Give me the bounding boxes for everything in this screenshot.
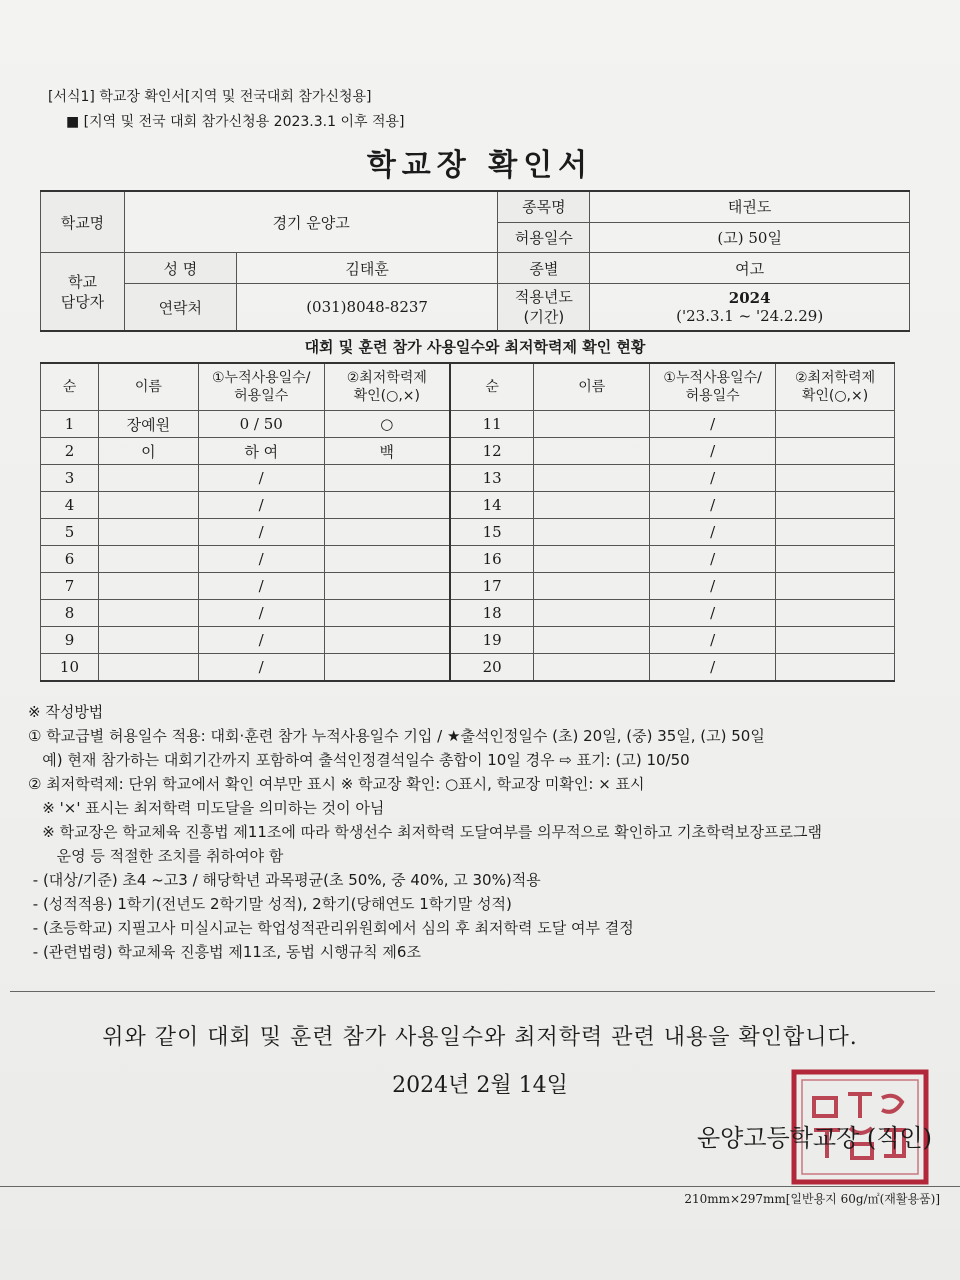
scope-label: ■ [지역 및 전국 대회 참가신청용 2023.3.1 이후 적용] xyxy=(66,114,405,130)
cell-no: 14 xyxy=(450,492,534,519)
table-title: 대회 및 훈련 참가 사용일수와 최저학력제 확인 현황 xyxy=(304,338,646,356)
info-table xyxy=(40,190,910,332)
cell-days: / xyxy=(198,519,324,546)
header-no: 순 xyxy=(41,363,99,411)
table-row xyxy=(41,600,895,627)
category-label: 종별 xyxy=(498,253,590,284)
cell-days: / xyxy=(198,573,324,600)
cell-check xyxy=(776,465,895,492)
cell-name xyxy=(98,573,198,600)
cell-days: / xyxy=(198,546,324,573)
cell-days: / xyxy=(198,600,324,627)
divider xyxy=(10,991,935,992)
table-row xyxy=(41,573,895,600)
confirm-statement: 위와 같이 대회 및 훈련 참가 사용일수와 최저학력 관련 내용을 확인합니다. xyxy=(102,1025,858,1050)
year-cell xyxy=(590,284,910,332)
principal-signature: 운양고등학교장 (직인) xyxy=(696,1124,932,1152)
paper-spec: 210mm×297mm[일반용지 60g/㎡(재활용품)] xyxy=(684,1192,940,1206)
table-row xyxy=(41,492,895,519)
category-value: 여고 xyxy=(590,253,910,284)
cell-no: 6 xyxy=(41,546,99,573)
footer-divider xyxy=(0,1186,960,1187)
cell-name xyxy=(98,600,198,627)
cell-check xyxy=(324,573,450,600)
cell-no: 7 xyxy=(41,573,99,600)
header-name: 이름 xyxy=(98,363,198,411)
cell-check xyxy=(776,438,895,465)
contact-label: 연락처 xyxy=(124,284,236,332)
note-line: 예) 현재 참가하는 대회기간까지 포함하여 출석인정결석일수 총합이 10일 경우 ⇨ 표기: (고) 10/50 xyxy=(28,751,690,769)
cell-name xyxy=(98,627,198,654)
cell-no: 15 xyxy=(450,519,534,546)
cell-check xyxy=(776,492,895,519)
cell-no: 13 xyxy=(450,465,534,492)
table-row xyxy=(41,411,895,438)
instructions xyxy=(28,700,938,964)
document-title: 학교장 확인서 xyxy=(366,148,594,183)
cell-name xyxy=(534,627,650,654)
header-name: 이름 xyxy=(534,363,650,411)
year-period: ('23.3.1 ~ '24.2.29) xyxy=(676,307,824,325)
cell-no: 5 xyxy=(41,519,99,546)
cell-days: / xyxy=(198,654,324,682)
issue-date: 2024년 2월 14일 xyxy=(392,1073,568,1098)
note-line: - (관련법령) 학교체육 진흥법 제11조, 동법 시행규칙 제6조 xyxy=(28,943,421,961)
cell-days: / xyxy=(650,465,776,492)
note-line: - (초등학교) 지필고사 미실시교는 학업성적관리위원회에서 심의 후 최저학력 도달 여부 결정 xyxy=(28,919,634,937)
cell-name xyxy=(534,492,650,519)
sport-value: 태권도 xyxy=(590,191,910,222)
manager-label: 학교 담당자 xyxy=(41,253,125,332)
school-name-label: 학교명 xyxy=(41,191,125,253)
table-row xyxy=(41,546,895,573)
cell-name xyxy=(98,654,198,682)
cell-no: 16 xyxy=(450,546,534,573)
table-row xyxy=(41,465,895,492)
header-days: ①누적사용일수/ 허용일수 xyxy=(198,363,324,411)
note-line: - (대상/기준) 초4 ~고3 / 해당학년 과목평균(초 50%, 중 40%, 고 30%)적용 xyxy=(28,871,541,889)
note-line: ① 학교급별 허용일수 적용: 대회·훈련 참가 누적사용일수 기입 / ★출석인정일수 (초) 20일, (중) 35일, (고) 50일 xyxy=(28,727,765,745)
note-line: 운영 등 적절한 조치를 취하여야 함 xyxy=(28,847,284,865)
cell-no: 4 xyxy=(41,492,99,519)
cell-check xyxy=(324,600,450,627)
cell-name xyxy=(98,546,198,573)
cell-check xyxy=(324,627,450,654)
note-line: ※ 학교장은 학교체육 진흥법 제11조에 따라 학생선수 최저학력 도달여부를 의무적으로 확인하고 기초학력보장프로그램 xyxy=(28,823,822,841)
cell-name xyxy=(534,600,650,627)
cell-no: 9 xyxy=(41,627,99,654)
cell-no: 20 xyxy=(450,654,534,682)
cell-name xyxy=(534,438,650,465)
header-academic: ②최저학력제 확인(○,×) xyxy=(776,363,895,411)
cell-check xyxy=(776,600,895,627)
cell-name xyxy=(534,546,650,573)
cell-check xyxy=(776,519,895,546)
contact-value: (031)8048-8237 xyxy=(236,284,498,332)
cell-name: 장예원 xyxy=(98,411,198,438)
cell-no: 1 xyxy=(41,411,99,438)
cell-days: 0 / 50 xyxy=(198,411,324,438)
notes-heading: ※ 작성방법 xyxy=(28,703,104,721)
year-value: 2024 xyxy=(728,289,771,307)
cell-days: / xyxy=(198,627,324,654)
cell-name xyxy=(98,492,198,519)
note-line: - (성적적용) 1학기(전년도 2학기말 성적), 2학기(당해연도 1학기말 성적) xyxy=(28,895,512,913)
cell-no: 17 xyxy=(450,573,534,600)
cell-check xyxy=(776,627,895,654)
cell-name xyxy=(534,654,650,682)
sport-label: 종목명 xyxy=(498,191,590,222)
allowed-days-value: (고) 50일 xyxy=(590,222,910,253)
cell-no: 11 xyxy=(450,411,534,438)
cell-days: / xyxy=(650,519,776,546)
cell-no: 12 xyxy=(450,438,534,465)
cell-days: / xyxy=(650,411,776,438)
cell-check xyxy=(776,573,895,600)
header-academic: ②최저학력제 확인(○,×) xyxy=(324,363,450,411)
cell-check xyxy=(324,546,450,573)
header-days: ①누적사용일수/ 허용일수 xyxy=(650,363,776,411)
cell-check xyxy=(776,411,895,438)
cell-check xyxy=(776,546,895,573)
name-label: 성 명 xyxy=(124,253,236,284)
cell-no: 18 xyxy=(450,600,534,627)
cell-name xyxy=(534,411,650,438)
cell-check xyxy=(324,492,450,519)
year-label: 적용년도 (기간) xyxy=(498,284,590,332)
cell-days: / xyxy=(650,546,776,573)
cell-check xyxy=(324,519,450,546)
table-row xyxy=(41,627,895,654)
cell-check: 백 xyxy=(324,438,450,465)
student-table xyxy=(40,362,895,682)
form-label: [서식1] 학교장 확인서[지역 및 전국대회 참가신청용] xyxy=(48,89,372,105)
note-line: ② 최저학력제: 단위 학교에서 확인 여부만 표시 ※ 학교장 확인: ○표시, 학교장 미확인: × 표시 xyxy=(28,775,645,793)
cell-name xyxy=(534,519,650,546)
cell-name xyxy=(98,465,198,492)
note-line: ※ '×' 표시는 최저학력 미도달을 의미하는 것이 아님 xyxy=(28,799,385,817)
cell-no: 19 xyxy=(450,627,534,654)
cell-days: / xyxy=(650,600,776,627)
cell-days: 하 여 xyxy=(198,438,324,465)
table-row xyxy=(41,438,895,465)
cell-check xyxy=(324,654,450,682)
cell-days: / xyxy=(650,438,776,465)
allowed-days-label: 허용일수 xyxy=(498,222,590,253)
cell-name: 이 xyxy=(98,438,198,465)
cell-name xyxy=(534,573,650,600)
cell-no: 10 xyxy=(41,654,99,682)
cell-days: / xyxy=(650,492,776,519)
cell-check xyxy=(324,465,450,492)
cell-days: / xyxy=(198,492,324,519)
cell-no: 2 xyxy=(41,438,99,465)
cell-name xyxy=(534,465,650,492)
header-no: 순 xyxy=(450,363,534,411)
table-row xyxy=(41,654,895,682)
school-name-value: 경기 운양고 xyxy=(124,191,498,253)
table-row xyxy=(41,519,895,546)
cell-name xyxy=(98,519,198,546)
cell-days: / xyxy=(650,627,776,654)
manager-name: 김태훈 xyxy=(236,253,498,284)
cell-no: 3 xyxy=(41,465,99,492)
cell-no: 8 xyxy=(41,600,99,627)
cell-check: ○ xyxy=(324,411,450,438)
cell-check xyxy=(776,654,895,682)
cell-days: / xyxy=(650,573,776,600)
cell-days: / xyxy=(198,465,324,492)
cell-days: / xyxy=(650,654,776,682)
